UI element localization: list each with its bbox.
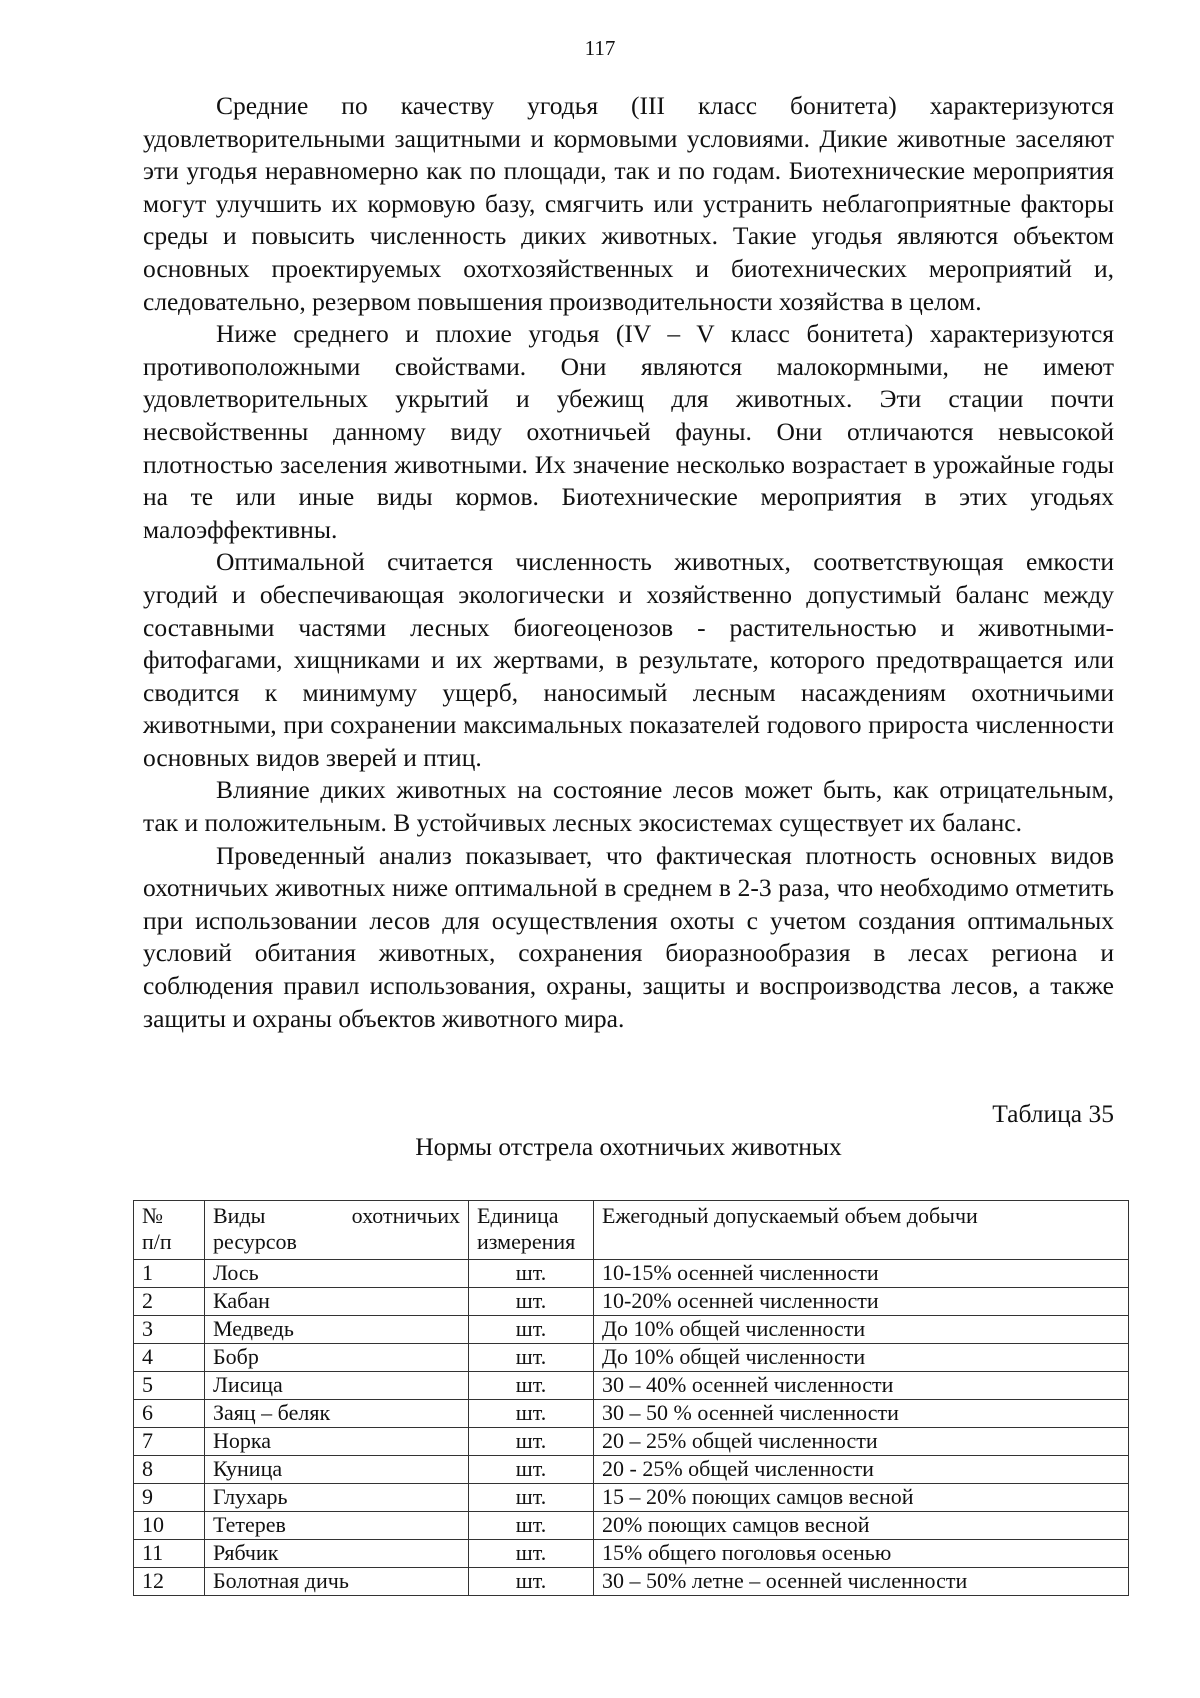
hunting-norms-table xyxy=(133,1200,1129,1596)
table-row xyxy=(134,1568,1129,1596)
table-title: Нормы отстрела охотничьих животных xyxy=(415,1132,842,1161)
header-number xyxy=(134,1201,205,1260)
row-limit: 10-20% осенней численности xyxy=(594,1288,1129,1316)
header-number-line2: п/п xyxy=(142,1229,172,1254)
header-unit xyxy=(469,1201,594,1260)
row-number: 10 xyxy=(134,1512,205,1540)
table-row xyxy=(134,1372,1129,1400)
table-row xyxy=(134,1428,1129,1456)
paragraph: Влияние диких животных на состояние лесов может быть, как отрицательным, так и положительным. В устойчивых лесных экосистемах существует их баланс. xyxy=(143,775,1114,838)
row-unit: шт. xyxy=(469,1540,594,1568)
row-number: 4 xyxy=(134,1344,205,1372)
paragraph: Проведенный анализ показывает, что фактическая плотность основных видов охотничьих животных ниже оптимальной в среднем в 2-3 раза, что необходимо отметить при использовании лесов для осуществления охоты с учетом создания оптимальных условий обитания животных, сохранения биоразнообразия в лесах региона и соблюдения правил использования, охраны, защиты и воспроизводства лесов, а также защиты и охраны объектов животного мира. xyxy=(143,840,1114,1033)
row-unit: шт. xyxy=(469,1484,594,1512)
row-limit: 20 - 25% общей численности xyxy=(594,1456,1129,1484)
row-number: 11 xyxy=(134,1540,205,1568)
row-limit: До 10% общей численности xyxy=(594,1316,1129,1344)
row-number: 12 xyxy=(134,1568,205,1596)
table-row xyxy=(134,1288,1129,1316)
header-number-line1: № xyxy=(142,1203,163,1228)
table-row xyxy=(134,1456,1129,1484)
row-number: 7 xyxy=(134,1428,205,1456)
table-header-row xyxy=(134,1201,1129,1260)
row-species: Глухарь xyxy=(205,1484,469,1512)
header-limit: Ежегодный допускаемый объем добычи xyxy=(594,1201,1129,1260)
table-row xyxy=(134,1540,1129,1568)
row-limit: До 10% общей численности xyxy=(594,1344,1129,1372)
row-species: Рябчик xyxy=(205,1540,469,1568)
table-row xyxy=(134,1260,1129,1288)
row-limit: 30 – 50 % осенней численности xyxy=(594,1400,1129,1428)
row-unit: шт. xyxy=(469,1568,594,1596)
table-row xyxy=(134,1512,1129,1540)
row-unit: шт. xyxy=(469,1260,594,1288)
header-species-line2: ресурсов xyxy=(213,1229,297,1254)
paragraph: Оптимальной считается численность животных, соответствующая емкости угодий и обеспечивающая экологически и хозяйственно допустимый баланс между составными частями лесных биогеоценозов - растительностью и животными-фитофагами, хищниками и их жертвами, в результате, которого предотвращается или сводится к минимуму ущерб, наносимый лесным насаждениям охотничьими животными, при сохранении максимальных показателей годового прироста численности основных видов зверей и птиц. xyxy=(143,547,1114,772)
paragraph: Средние по качеству угодья (III класс бонитета) характеризуются удовлетворительными защитными и кормовыми условиями. Дикие животные заселяют эти угодья неравномерно как по площади, так и по годам. Биотехнические мероприятия могут улучшить их кормовую базу, смягчить или устранить неблагоприятные факторы среды и повысить численность диких животных. Такие угодья являются объектом основных проектируемых охотхозяйственных и биотехнических мероприятий и, следовательно, резервом повышения производительности хозяйства в целом. xyxy=(143,91,1114,316)
header-unit-line2: измерения xyxy=(477,1229,576,1254)
row-species: Кабан xyxy=(205,1288,469,1316)
row-species: Норка xyxy=(205,1428,469,1456)
row-species: Бобр xyxy=(205,1344,469,1372)
table-row xyxy=(134,1316,1129,1344)
row-unit: шт. xyxy=(469,1344,594,1372)
row-limit: 20 – 25% общей численности xyxy=(594,1428,1129,1456)
row-limit: 20% поющих самцов весной xyxy=(594,1512,1129,1540)
row-unit: шт. xyxy=(469,1288,594,1316)
table-label: Таблица 35 xyxy=(992,1099,1114,1128)
body-text xyxy=(143,90,1114,1035)
row-unit: шт. xyxy=(469,1372,594,1400)
row-limit: 30 – 50% летне – осенней численности xyxy=(594,1568,1129,1596)
paragraph: Ниже среднего и плохие угодья (IV – V класс бонитета) характеризуются противоположными свойствами. Они являются малокормными, не имеют удовлетворительных укрытий и убежищ для животных. Эти стации почти несвойственны данному виду охотничьей фауны. Они отличаются невысокой плотностью заселения животными. Их значение несколько возрастает в урожайные годы на те или иные виды кормов. Биотехнические мероприятия в этих угодьях малоэффективны. xyxy=(143,319,1114,544)
header-species xyxy=(205,1201,469,1260)
row-number: 2 xyxy=(134,1288,205,1316)
row-unit: шт. xyxy=(469,1512,594,1540)
table-row xyxy=(134,1400,1129,1428)
row-species: Медведь xyxy=(205,1316,469,1344)
row-unit: шт. xyxy=(469,1316,594,1344)
header-unit-line1: Единица xyxy=(477,1203,559,1228)
table-row xyxy=(134,1484,1129,1512)
row-limit: 30 – 40% осенней численности xyxy=(594,1372,1129,1400)
row-number: 9 xyxy=(134,1484,205,1512)
row-number: 8 xyxy=(134,1456,205,1484)
row-limit: 15% общего поголовья осенью xyxy=(594,1540,1129,1568)
row-species: Болотная дичь xyxy=(205,1568,469,1596)
row-species: Лось xyxy=(205,1260,469,1288)
row-species: Лисица xyxy=(205,1372,469,1400)
row-limit: 15 – 20% поющих самцов весной xyxy=(594,1484,1129,1512)
row-species: Тетерев xyxy=(205,1512,469,1540)
row-number: 3 xyxy=(134,1316,205,1344)
row-species: Заяц – беляк xyxy=(205,1400,469,1428)
header-species-word2: охотничьих xyxy=(351,1203,460,1228)
table-body xyxy=(134,1260,1129,1596)
row-number: 6 xyxy=(134,1400,205,1428)
table-row xyxy=(134,1344,1129,1372)
row-species: Куница xyxy=(205,1456,469,1484)
row-number: 5 xyxy=(134,1372,205,1400)
row-unit: шт. xyxy=(469,1400,594,1428)
row-limit: 10-15% осенней численности xyxy=(594,1260,1129,1288)
header-species-word1: Виды xyxy=(213,1203,266,1228)
page-number: 117 xyxy=(584,36,616,60)
row-unit: шт. xyxy=(469,1428,594,1456)
row-number: 1 xyxy=(134,1260,205,1288)
row-unit: шт. xyxy=(469,1456,594,1484)
